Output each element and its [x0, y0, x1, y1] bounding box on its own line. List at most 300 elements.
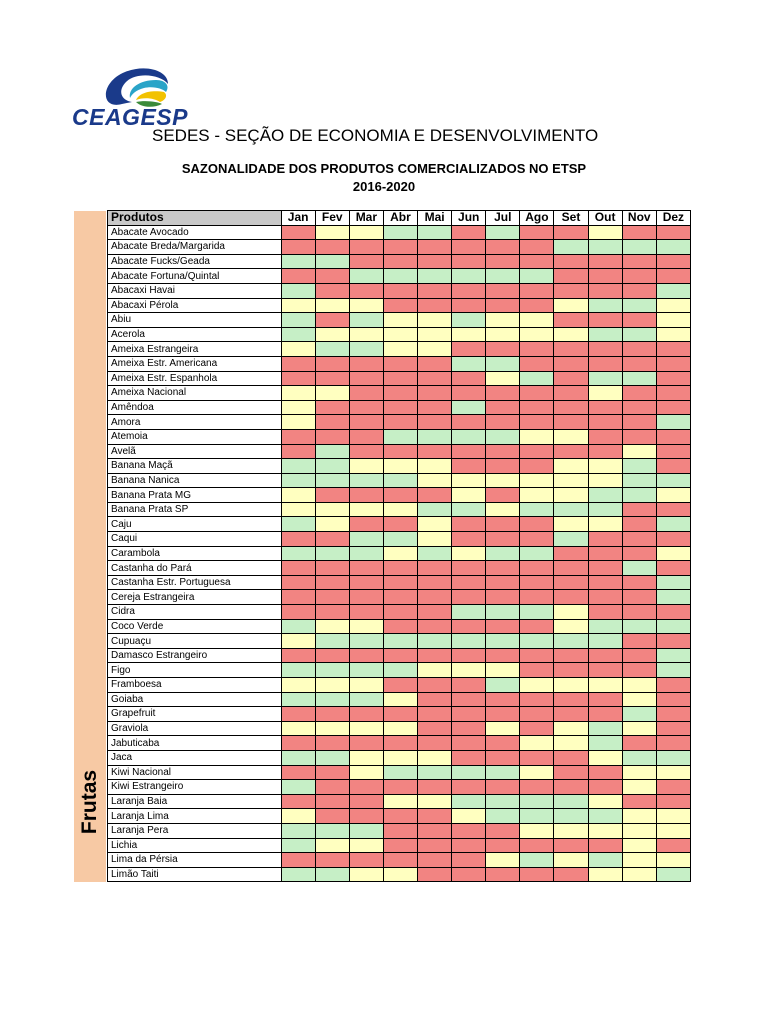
season-cell: [554, 546, 588, 561]
season-cell: [588, 473, 622, 488]
season-cell: [452, 342, 486, 357]
season-cell: [554, 634, 588, 649]
season-cell: [520, 415, 554, 430]
table-row: [108, 780, 691, 795]
season-cell: [452, 473, 486, 488]
season-cell: [588, 254, 622, 269]
season-cell: [588, 867, 622, 882]
season-cell: [520, 386, 554, 401]
season-cell: [656, 867, 690, 882]
season-cell: [315, 838, 349, 853]
season-cell: [554, 575, 588, 590]
season-cell: [520, 342, 554, 357]
season-cell: [656, 678, 690, 693]
season-cell: [520, 429, 554, 444]
product-name: Cupuaçu: [108, 634, 282, 649]
season-cell: [622, 605, 656, 620]
season-cell: [281, 736, 315, 751]
season-cell: [418, 254, 452, 269]
season-cell: [656, 225, 690, 240]
product-name: Banana Prata SP: [108, 502, 282, 517]
season-cell: [554, 692, 588, 707]
season-cell: [383, 780, 417, 795]
season-cell: [418, 867, 452, 882]
season-cell: [383, 765, 417, 780]
season-cell: [452, 809, 486, 824]
season-cell: [418, 575, 452, 590]
season-cell: [315, 634, 349, 649]
table-row: [108, 721, 691, 736]
table-row: [108, 459, 691, 474]
table-row: [108, 838, 691, 853]
season-cell: [622, 429, 656, 444]
table-row: [108, 605, 691, 620]
season-cell: [622, 225, 656, 240]
season-cell: [520, 853, 554, 868]
season-cell: [349, 371, 383, 386]
season-cell: [452, 765, 486, 780]
table-row: [108, 561, 691, 576]
season-cell: [554, 254, 588, 269]
season-cell: [281, 459, 315, 474]
season-cell: [656, 780, 690, 795]
season-cell: [520, 692, 554, 707]
season-cell: [554, 750, 588, 765]
season-cell: [383, 313, 417, 328]
season-cell: [588, 283, 622, 298]
product-name: Jabuticaba: [108, 736, 282, 751]
season-cell: [622, 648, 656, 663]
season-cell: [281, 356, 315, 371]
season-cell: [349, 853, 383, 868]
season-cell: [281, 488, 315, 503]
product-name: Lichia: [108, 838, 282, 853]
season-cell: [554, 225, 588, 240]
season-cell: [452, 488, 486, 503]
season-cell: [588, 342, 622, 357]
season-cell: [383, 750, 417, 765]
season-cell: [383, 794, 417, 809]
month-header-mar: Mar: [349, 211, 383, 226]
season-cell: [383, 429, 417, 444]
season-cell: [622, 269, 656, 284]
season-cell: [656, 254, 690, 269]
season-cell: [418, 371, 452, 386]
season-cell: [554, 867, 588, 882]
product-name: Graviola: [108, 721, 282, 736]
season-cell: [383, 546, 417, 561]
season-cell: [554, 502, 588, 517]
season-cell: [281, 532, 315, 547]
season-cell: [588, 546, 622, 561]
season-cell: [383, 444, 417, 459]
season-cell: [656, 269, 690, 284]
season-cell: [418, 809, 452, 824]
season-cell: [349, 867, 383, 882]
season-cell: [452, 269, 486, 284]
season-cell: [486, 838, 520, 853]
season-cell: [656, 692, 690, 707]
season-cell: [281, 517, 315, 532]
season-cell: [622, 780, 656, 795]
season-cell: [486, 386, 520, 401]
season-cell: [554, 400, 588, 415]
season-cell: [656, 459, 690, 474]
season-cell: [349, 780, 383, 795]
season-cell: [452, 532, 486, 547]
product-name: Amêndoa: [108, 400, 282, 415]
season-cell: [281, 619, 315, 634]
season-cell: [554, 619, 588, 634]
season-cell: [281, 546, 315, 561]
season-cell: [349, 327, 383, 342]
season-cell: [281, 750, 315, 765]
table-row: [108, 678, 691, 693]
season-cell: [315, 575, 349, 590]
season-cell: [452, 823, 486, 838]
season-cell: [349, 488, 383, 503]
season-cell: [281, 809, 315, 824]
season-cell: [315, 648, 349, 663]
season-cell: [349, 750, 383, 765]
season-cell: [281, 240, 315, 255]
product-name: Coco Verde: [108, 619, 282, 634]
season-cell: [520, 619, 554, 634]
season-cell: [349, 225, 383, 240]
season-cell: [520, 707, 554, 722]
season-cell: [349, 532, 383, 547]
season-cell: [588, 707, 622, 722]
product-name: Framboesa: [108, 678, 282, 693]
season-cell: [383, 283, 417, 298]
season-cell: [349, 634, 383, 649]
season-cell: [383, 459, 417, 474]
season-cell: [588, 780, 622, 795]
season-cell: [383, 823, 417, 838]
season-cell: [486, 240, 520, 255]
season-cell: [588, 605, 622, 620]
season-cell: [588, 459, 622, 474]
season-cell: [656, 794, 690, 809]
season-cell: [486, 678, 520, 693]
table-row: [108, 750, 691, 765]
season-cell: [588, 590, 622, 605]
season-cell: [520, 298, 554, 313]
season-cell: [349, 415, 383, 430]
season-cell: [281, 561, 315, 576]
season-cell: [554, 809, 588, 824]
table-row: [108, 298, 691, 313]
season-cell: [315, 327, 349, 342]
product-name: Caqui: [108, 532, 282, 547]
season-cell: [383, 605, 417, 620]
season-cell: [622, 342, 656, 357]
season-cell: [418, 356, 452, 371]
season-cell: [554, 853, 588, 868]
season-cell: [349, 736, 383, 751]
season-cell: [554, 269, 588, 284]
season-cell: [418, 225, 452, 240]
season-cell: [452, 663, 486, 678]
season-cell: [281, 225, 315, 240]
season-cell: [452, 546, 486, 561]
season-cell: [418, 678, 452, 693]
season-cell: [486, 225, 520, 240]
season-cell: [622, 809, 656, 824]
season-cell: [349, 721, 383, 736]
table-row: [108, 765, 691, 780]
season-cell: [622, 415, 656, 430]
table-row: [108, 634, 691, 649]
season-cell: [418, 517, 452, 532]
season-cell: [383, 853, 417, 868]
season-cell: [622, 590, 656, 605]
season-cell: [418, 429, 452, 444]
season-cell: [520, 459, 554, 474]
season-cell: [520, 575, 554, 590]
season-cell: [554, 356, 588, 371]
season-cell: [315, 663, 349, 678]
table-row: [108, 415, 691, 430]
season-cell: [486, 648, 520, 663]
season-cell: [418, 313, 452, 328]
season-cell: [622, 488, 656, 503]
season-cell: [520, 356, 554, 371]
season-cell: [281, 415, 315, 430]
season-cell: [588, 400, 622, 415]
season-cell: [452, 648, 486, 663]
season-cell: [452, 780, 486, 795]
season-cell: [554, 429, 588, 444]
product-name: Banana Nanica: [108, 473, 282, 488]
season-cell: [588, 809, 622, 824]
season-cell: [452, 313, 486, 328]
season-cell: [486, 517, 520, 532]
season-cell: [520, 823, 554, 838]
season-cell: [520, 502, 554, 517]
season-cell: [418, 488, 452, 503]
season-cell: [315, 692, 349, 707]
season-cell: [452, 575, 486, 590]
season-cell: [554, 561, 588, 576]
season-cell: [418, 502, 452, 517]
product-name: Atemoia: [108, 429, 282, 444]
table-row: [108, 240, 691, 255]
season-cell: [383, 517, 417, 532]
season-cell: [418, 298, 452, 313]
season-cell: [349, 546, 383, 561]
period-subtitle: 2016-2020: [352, 179, 416, 194]
season-cell: [452, 794, 486, 809]
season-cell: [520, 488, 554, 503]
season-cell: [349, 663, 383, 678]
table-row: [108, 356, 691, 371]
season-cell: [383, 356, 417, 371]
season-cell: [520, 371, 554, 386]
season-cell: [452, 605, 486, 620]
season-cell: [656, 590, 690, 605]
logo-text: CEAGESP: [72, 104, 188, 130]
season-cell: [486, 283, 520, 298]
season-cell: [588, 313, 622, 328]
season-cell: [383, 532, 417, 547]
season-cell: [554, 823, 588, 838]
season-cell: [452, 750, 486, 765]
season-cell: [315, 750, 349, 765]
season-cell: [315, 561, 349, 576]
season-cell: [588, 736, 622, 751]
season-cell: [486, 590, 520, 605]
season-cell: [588, 575, 622, 590]
season-cell: [656, 371, 690, 386]
season-cell: [349, 473, 383, 488]
season-cell: [315, 283, 349, 298]
season-cell: [622, 823, 656, 838]
season-cell: [622, 546, 656, 561]
season-cell: [383, 342, 417, 357]
season-cell: [383, 590, 417, 605]
season-cell: [588, 415, 622, 430]
product-name: Goiaba: [108, 692, 282, 707]
season-cell: [622, 663, 656, 678]
season-cell: [656, 327, 690, 342]
season-cell: [281, 429, 315, 444]
product-name: Ameixa Estrangeira: [108, 342, 282, 357]
product-name: Banana Prata MG: [108, 488, 282, 503]
season-cell: [418, 663, 452, 678]
table-row: [108, 342, 691, 357]
season-cell: [622, 707, 656, 722]
table-row: [108, 283, 691, 298]
season-cell: [554, 298, 588, 313]
season-cell: [349, 517, 383, 532]
season-cell: [656, 342, 690, 357]
season-cell: [383, 678, 417, 693]
season-cell: [656, 386, 690, 401]
season-cell: [418, 838, 452, 853]
season-cell: [486, 473, 520, 488]
table-row: [108, 254, 691, 269]
season-cell: [418, 546, 452, 561]
season-cell: [383, 809, 417, 824]
season-cell: [656, 663, 690, 678]
season-cell: [486, 736, 520, 751]
season-cell: [452, 371, 486, 386]
season-cell: [315, 386, 349, 401]
month-header-nov: Nov: [622, 211, 656, 226]
season-cell: [520, 590, 554, 605]
page-title: SAZONALIDADE DOS PRODUTOS COMERCIALIZADOS NO ETSP: [181, 161, 587, 176]
season-cell: [349, 605, 383, 620]
season-cell: [315, 371, 349, 386]
season-cell: [486, 692, 520, 707]
season-cell: [281, 765, 315, 780]
season-cell: [452, 867, 486, 882]
season-cell: [418, 342, 452, 357]
season-cell: [349, 386, 383, 401]
season-cell: [554, 313, 588, 328]
season-cell: [418, 823, 452, 838]
season-cell: [520, 240, 554, 255]
season-cell: [452, 736, 486, 751]
season-cell: [383, 663, 417, 678]
season-cell: [452, 225, 486, 240]
season-cell: [418, 721, 452, 736]
season-cell: [315, 721, 349, 736]
season-cell: [418, 750, 452, 765]
season-cell: [315, 780, 349, 795]
season-cell: [315, 502, 349, 517]
season-cell: [281, 327, 315, 342]
season-cell: [349, 823, 383, 838]
season-cell: [281, 867, 315, 882]
season-cell: [486, 429, 520, 444]
season-cell: [349, 400, 383, 415]
season-cell: [588, 488, 622, 503]
season-cell: [349, 313, 383, 328]
season-cell: [486, 605, 520, 620]
season-cell: [656, 356, 690, 371]
product-name: Figo: [108, 663, 282, 678]
season-cell: [452, 386, 486, 401]
season-cell: [418, 619, 452, 634]
season-cell: [588, 634, 622, 649]
season-cell: [315, 517, 349, 532]
month-header-fev: Fev: [315, 211, 349, 226]
product-name: Castanha Estr. Portuguesa: [108, 575, 282, 590]
table-row: [108, 575, 691, 590]
season-cell: [622, 473, 656, 488]
table-row: [108, 707, 691, 722]
season-cell: [349, 619, 383, 634]
season-cell: [281, 648, 315, 663]
season-cell: [383, 415, 417, 430]
season-cell: [622, 356, 656, 371]
season-cell: [520, 838, 554, 853]
season-cell: [452, 444, 486, 459]
season-cell: [418, 605, 452, 620]
season-cell: [349, 254, 383, 269]
season-cell: [281, 502, 315, 517]
season-cell: [520, 517, 554, 532]
table-row: [108, 386, 691, 401]
season-cell: [656, 517, 690, 532]
product-name: Abacate Avocado: [108, 225, 282, 240]
season-cell: [281, 298, 315, 313]
season-cell: [622, 327, 656, 342]
season-cell: [349, 356, 383, 371]
season-cell: [486, 721, 520, 736]
season-cell: [554, 678, 588, 693]
season-cell: [349, 459, 383, 474]
season-cell: [281, 605, 315, 620]
season-cell: [554, 327, 588, 342]
season-cell: [656, 561, 690, 576]
table-row: [108, 736, 691, 751]
season-cell: [315, 619, 349, 634]
season-cell: [349, 298, 383, 313]
season-cell: [554, 707, 588, 722]
season-cell: [486, 298, 520, 313]
season-cell: [281, 386, 315, 401]
season-cell: [418, 459, 452, 474]
season-cell: [656, 429, 690, 444]
season-cell: [452, 502, 486, 517]
season-cell: [315, 794, 349, 809]
season-cell: [383, 692, 417, 707]
season-cell: [622, 838, 656, 853]
season-cell: [656, 488, 690, 503]
